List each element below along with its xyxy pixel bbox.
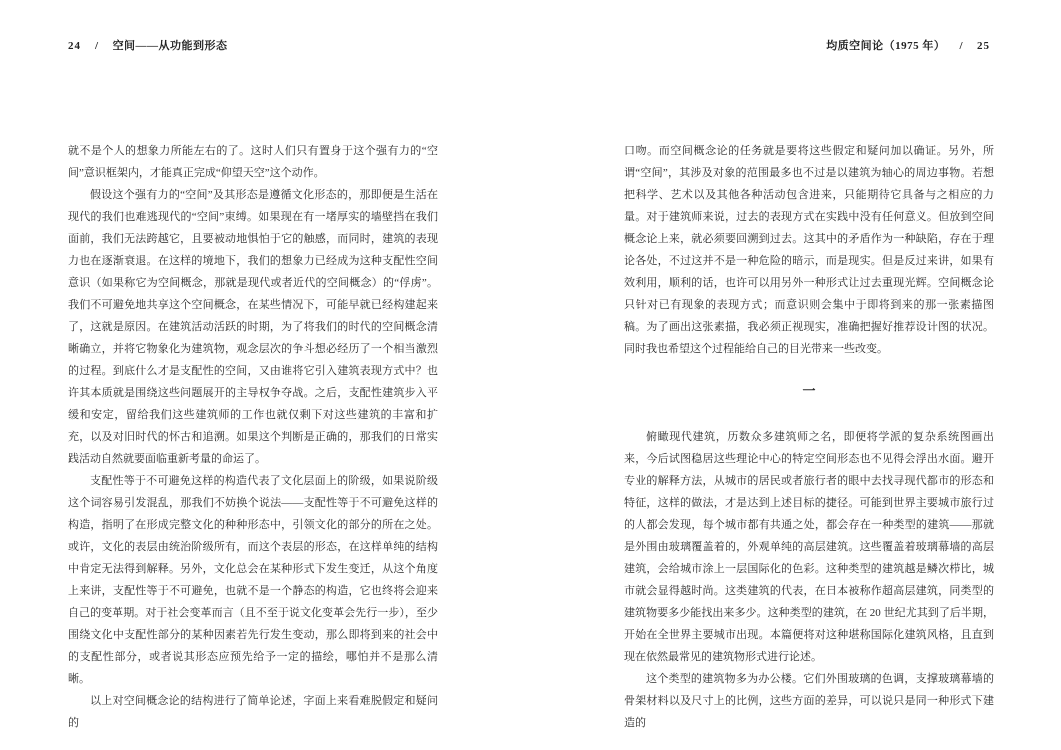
right-page-number: 25 [977, 40, 990, 52]
header-separator: / [95, 40, 99, 52]
paragraph: 俯瞰现代建筑，历数众多建筑师之名，即便将学派的复杂系统图画出来，今后试图稳居这些理论中心的特定空间形态也不见得会浮出水面。避开专业的解释方法，从城市的居民或者旅行者的眼中去找寻现代都市的形态和特征，这样的做法，才是达到上述目标的捷径。可能到世界主要城市旅行过的人都会发现，每个城市都有共通之处，都会存在一种类型的建筑——那就是外围由玻璃覆盖着的，外观单纯的高层建筑。这些覆盖着玻璃幕墙的高层建筑，会给城市涂上一层国际化的色彩。这种类型的建筑越是鳞次栉比，城市就会显得越时尚。这类建筑的代表，在日本被称作超高层建筑，同类型的建筑物要多少能找出来多少。这种类型的建筑，在 20 世纪尤其到了后半期，开始在全世界主要城市出现。本篇便将对这种堪称国际化建筑风格，且直到现在依然最常见的建筑物形式进行论述。 [624, 431, 994, 663]
paragraph: 支配性等于不可避免这样的构造代表了文化层面上的阶级，如果说阶级这个词容易引发混乱，那我们不妨换个说法——支配性等于不可避免这样的构造，指明了在形成完整文化的种种形态中，引领文化的部分的所在之处。或许，文化的表层由统治阶级所有，而这个表层的形态，在这样单纯的结构中肯定无法得到解释。另外，文化总会在某种形式下发生变迁，从这个角度上来讲，支配性等于不可避免，也就不是一个静态的构造，它也终将会迎来自己的变革期。对于社会变革而言（且不至于说文化变革会先行一步），至少围绕文化中支配性部分的某种因素若先行发生变动，那么即将到来的社会中的支配性部分，或者说其形态应预先给予一定的描绘，哪怕并不是那么清晰。 [68, 475, 438, 685]
paragraph: 就不是个人的想象力所能左右的了。这时人们只有置身于这个强有力的“空间”意识框架内，才能真正完成“仰望天空”这个动作。 [68, 145, 438, 179]
chapter-title: 均质空间论（1975 年） [826, 40, 946, 52]
paragraph: 以上对空间概念论的结构进行了简单论述，字面上来看难脱假定和疑问的 [68, 695, 438, 729]
left-page-number: 24 [68, 40, 81, 52]
left-running-head [68, 37, 228, 53]
paragraph: 这个类型的建筑物多为办公楼。它们外围玻璃的色调，支撑玻璃幕墙的骨架材料以及尺寸上的比例，这些方面的差异，可以说只是同一种形式下建造的 [624, 673, 994, 729]
right-running-head [826, 37, 990, 53]
paragraph: 口吻。而空间概念论的任务就是要将这些假定和疑问加以确证。另外，所谓“空间”，其涉及对象的范围最多也不过是以建筑为轴心的周边事物。若想把科学、艺术以及其他各种活动包含进来，只能期待它具备与之相应的力量。对于建筑师来说，过去的表现方式在实践中没有任何意义。但放到空间概念论上来，就必须要回溯到过去。这其中的矛盾作为一种缺陷，存在于理论各处，不过这并不是一种危险的暗示，而是现实。但是反过来讲，如果有效利用，顺利的话，也许可以用另外一种形式让过去重现光辉。空间概念论只针对已有现象的表现方式；而意识则会集中于即将到来的那一张素描图稿。为了画出这张素描，我必须正视现实，准确把握好推荐设计图的状况。同时我也希望这个过程能给自己的目光带来一些改变。 [624, 145, 994, 355]
book-title: 空间——从功能到形态 [112, 40, 228, 52]
right-page-body [624, 140, 994, 734]
left-page-body [68, 140, 438, 734]
paragraph: 假设这个强有力的“空间”及其形态是遵循文化形态的，那即便是生活在现代的我们也难逃现代的“空间”束缚。如果现在有一堵厚实的墙壁挡在我们面前，我们无法跨越它，且要被动地惧怕于它的触感，而同时，建筑的表现力也在逐渐衰退。在这样的境地下，我们的想象力已经成为这种支配性空间意识（如果称它为空间概念，那就是现代或者近代的空间概念）的“俘虏”。我们不可避免地共享这个空间概念，在某些情况下，可能早就已经构建起来了，这就是原因。在建筑活动活跃的时期，为了将我们的时代的空间概念清晰确立，并将它物象化为建筑物，观念层次的争斗想必经历了一个相当激烈的过程。到底什么才是支配性的空间，又由谁将它引入建筑表现方式中？也许其本质就是围绕这些问题展开的主导权争夺战。之后，支配性建筑步入平缓和安定，留给我们这些建筑师的工作也就仅剩下对这些建筑的丰富和扩充，以及对旧时代的怀古和追溯。如果这个判断是正确的，那我们的日常实践活动自然就要面临重新考量的命运了。 [68, 189, 438, 465]
header-separator: / [959, 40, 963, 52]
section-number-divider: 一 [802, 383, 816, 398]
